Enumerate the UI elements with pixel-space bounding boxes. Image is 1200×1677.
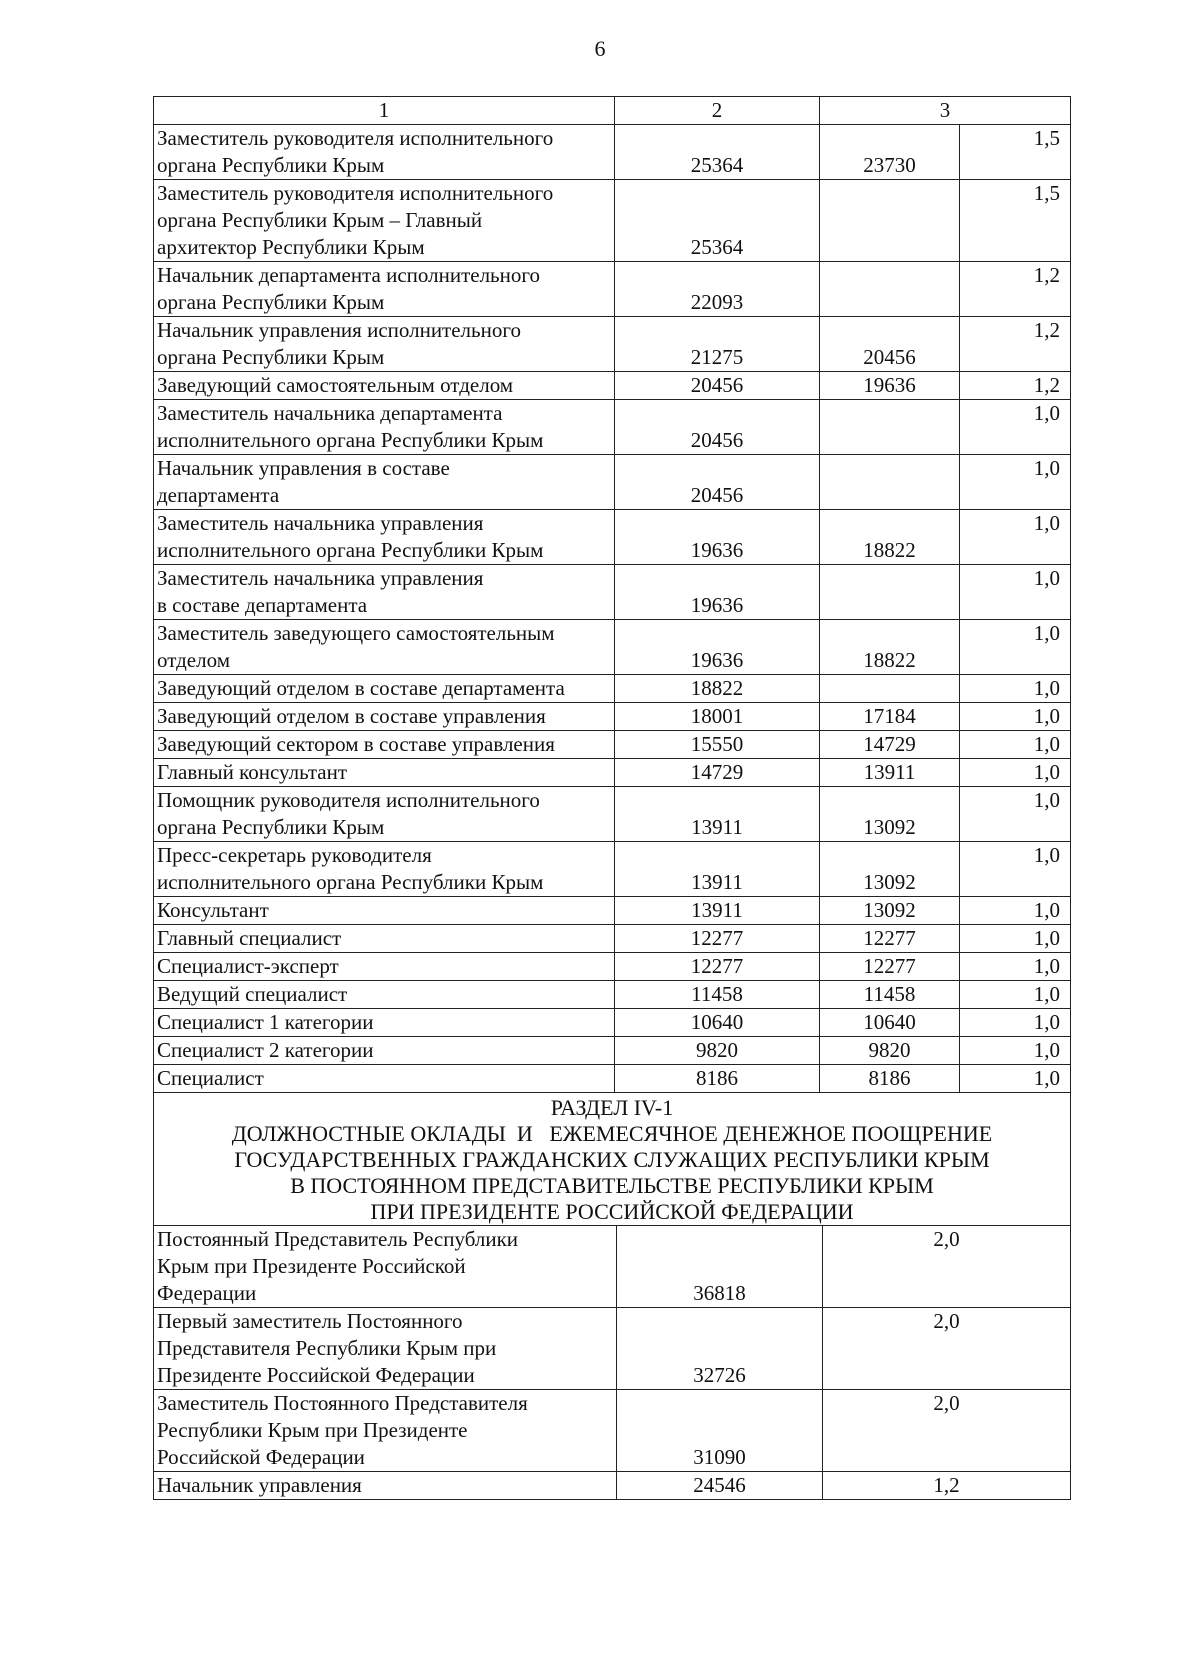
- salary-value: 18001: [615, 703, 820, 731]
- salary-value: 10640: [615, 1009, 820, 1037]
- bonus-value: 23730: [820, 125, 960, 180]
- position-name: Консультант: [154, 897, 615, 925]
- position-name: Заведующий отделом в составе управления: [154, 703, 615, 731]
- salary-value: 14729: [615, 759, 820, 787]
- table-row: [154, 842, 1071, 897]
- position-name: Заместитель руководителя исполнительного органа Республики Крым – Главный архитектор Республики Крым: [154, 180, 615, 262]
- section-line-2: ГОСУДАРСТВЕННЫХ ГРАЖДАНСКИХ СЛУЖАЩИХ РЕСПУБЛИКИ КРЫМ: [234, 1147, 990, 1172]
- position-name: Помощник руководителя исполнительного органа Республики Крым: [154, 787, 615, 842]
- position-name: Начальник управления исполнительного органа Республики Крым: [154, 317, 615, 372]
- table-row: [154, 1037, 1071, 1065]
- table-row: [154, 675, 1071, 703]
- table-row: [154, 620, 1071, 675]
- bonus-value: [820, 455, 960, 510]
- salary-value: 25364: [615, 125, 820, 180]
- salary-value: 25364: [615, 180, 820, 262]
- coefficient-value: 1,0: [960, 1009, 1071, 1037]
- table-row: [154, 787, 1071, 842]
- position-name: Ведущий специалист: [154, 981, 615, 1009]
- bonus-value: 10640: [820, 1009, 960, 1037]
- bonus-value: 14729: [820, 731, 960, 759]
- coefficient-value: 1,0: [960, 1065, 1071, 1093]
- bonus-value: 18822: [820, 510, 960, 565]
- salary-value: 20456: [615, 372, 820, 400]
- salary-value: 19636: [615, 565, 820, 620]
- coefficient-value: 2,0: [823, 1390, 1071, 1472]
- bonus-value: [820, 180, 960, 262]
- table-row: [154, 953, 1071, 981]
- position-name: Заведующий отделом в составе департамента: [154, 675, 615, 703]
- bonus-value: [820, 565, 960, 620]
- table-row: [154, 510, 1071, 565]
- salary-value: 8186: [615, 1065, 820, 1093]
- salary-value: 13911: [615, 842, 820, 897]
- coefficient-value: 1,0: [960, 400, 1071, 455]
- coefficient-value: 1,0: [960, 565, 1071, 620]
- table-row: [154, 125, 1071, 180]
- salary-value: 11458: [615, 981, 820, 1009]
- table-row: [154, 1472, 1071, 1500]
- header-col-3: 3: [820, 97, 1071, 125]
- bonus-value: 12277: [820, 953, 960, 981]
- bonus-value: 18822: [820, 620, 960, 675]
- page-number: 6: [594, 36, 606, 61]
- salary-value: 9820: [615, 1037, 820, 1065]
- position-name: Заместитель Постоянного Представителя Республики Крым при Президенте Российской Федерации: [154, 1390, 617, 1472]
- coefficient-value: 1,0: [960, 1037, 1071, 1065]
- position-name: Заведующий сектором в составе управления: [154, 731, 615, 759]
- salary-value: 20456: [615, 455, 820, 510]
- bonus-value: 12277: [820, 925, 960, 953]
- salary-value: 12277: [615, 925, 820, 953]
- table-header-row: [154, 97, 1071, 125]
- salary-value: 13911: [615, 787, 820, 842]
- bonus-value: 20456: [820, 317, 960, 372]
- position-name: Главный специалист: [154, 925, 615, 953]
- table-row: [154, 981, 1071, 1009]
- coefficient-value: 1,0: [960, 731, 1071, 759]
- table-row: [154, 731, 1071, 759]
- table-row: [154, 703, 1071, 731]
- coefficient-value: 1,2: [960, 317, 1071, 372]
- table-row: [154, 565, 1071, 620]
- position-name: Начальник управления в составе департамента: [154, 455, 615, 510]
- bonus-value: 9820: [820, 1037, 960, 1065]
- salary-value: 13911: [615, 897, 820, 925]
- position-name: Начальник департамента исполнительного органа Республики Крым: [154, 262, 615, 317]
- salary-value: 19636: [615, 510, 820, 565]
- section-line-4: ПРИ ПРЕЗИДЕНТЕ РОССИЙСКОЙ ФЕДЕРАЦИИ: [370, 1199, 854, 1224]
- position-name: Специалист 1 категории: [154, 1009, 615, 1037]
- position-name: Пресс-секретарь руководителя исполнительного органа Республики Крым: [154, 842, 615, 897]
- salary-value: 36818: [617, 1226, 823, 1308]
- coefficient-value: 1,0: [960, 759, 1071, 787]
- bonus-value: 13092: [820, 842, 960, 897]
- coefficient-value: 1,0: [960, 787, 1071, 842]
- section-header: [154, 1093, 1071, 1226]
- bonus-value: 8186: [820, 1065, 960, 1093]
- salary-value: 15550: [615, 731, 820, 759]
- table-row: [154, 925, 1071, 953]
- bonus-value: 13092: [820, 787, 960, 842]
- table-row: [154, 400, 1071, 455]
- table-row: [154, 1308, 1071, 1390]
- salary-table: [153, 96, 1071, 1226]
- bonus-value: 17184: [820, 703, 960, 731]
- section-title: РАЗДЕЛ IV-1: [550, 1095, 674, 1120]
- bonus-value: 19636: [820, 372, 960, 400]
- salary-value: 21275: [615, 317, 820, 372]
- position-name: Специалист-эксперт: [154, 953, 615, 981]
- table-row: [154, 317, 1071, 372]
- coefficient-value: 1,0: [960, 897, 1071, 925]
- coefficient-value: 1,0: [960, 953, 1071, 981]
- table-row: [154, 1226, 1071, 1308]
- position-name: Заместитель начальника управления исполнительного органа Республики Крым: [154, 510, 615, 565]
- salary-value: 32726: [617, 1308, 823, 1390]
- header-col-1: 1: [154, 97, 615, 125]
- position-name: Специалист: [154, 1065, 615, 1093]
- coefficient-value: 1,0: [960, 620, 1071, 675]
- salary-value: 19636: [615, 620, 820, 675]
- section-header-row: [154, 1093, 1071, 1226]
- section-line-1: ДОЛЖНОСТНЫЕ ОКЛАДЫ И ЕЖЕМЕСЯЧНОЕ ДЕНЕЖНОЕ ПООЩРЕНИЕ: [231, 1121, 993, 1146]
- table-row: [154, 1065, 1071, 1093]
- representation-salary-table: [153, 1225, 1071, 1500]
- coefficient-value: 2,0: [823, 1308, 1071, 1390]
- coefficient-value: 1,2: [823, 1472, 1071, 1500]
- salary-value: 20456: [615, 400, 820, 455]
- table-row: [154, 1009, 1071, 1037]
- header-col-2: 2: [615, 97, 820, 125]
- bonus-value: [820, 400, 960, 455]
- position-name: Заместитель начальника управления в составе департамента: [154, 565, 615, 620]
- coefficient-value: 1,0: [960, 675, 1071, 703]
- position-name: Заместитель начальника департамента исполнительного органа Республики Крым: [154, 400, 615, 455]
- position-name: Заместитель заведующего самостоятельным отделом: [154, 620, 615, 675]
- table-row: [154, 1390, 1071, 1472]
- bonus-value: 13092: [820, 897, 960, 925]
- bonus-value: 11458: [820, 981, 960, 1009]
- coefficient-value: 1,0: [960, 925, 1071, 953]
- salary-value: 22093: [615, 262, 820, 317]
- coefficient-value: 1,0: [960, 981, 1071, 1009]
- position-name: Специалист 2 категории: [154, 1037, 615, 1065]
- bonus-value: 13911: [820, 759, 960, 787]
- position-name: Первый заместитель Постоянного Представителя Республики Крым при Президенте Российской Федерации: [154, 1308, 617, 1390]
- salary-value: 31090: [617, 1390, 823, 1472]
- salary-value: 12277: [615, 953, 820, 981]
- coefficient-value: 1,2: [960, 372, 1071, 400]
- table-row: [154, 372, 1071, 400]
- coefficient-value: 1,5: [960, 125, 1071, 180]
- coefficient-value: 1,2: [960, 262, 1071, 317]
- position-name: Заместитель руководителя исполнительного органа Республики Крым: [154, 125, 615, 180]
- table-row: [154, 897, 1071, 925]
- coefficient-value: 1,5: [960, 180, 1071, 262]
- coefficient-value: 1,0: [960, 455, 1071, 510]
- table-row: [154, 759, 1071, 787]
- salary-value: 18822: [615, 675, 820, 703]
- section-line-3: В ПОСТОЯННОМ ПРЕДСТАВИТЕЛЬСТВЕ РЕСПУБЛИКИ КРЫМ: [290, 1173, 934, 1198]
- bonus-value: [820, 675, 960, 703]
- position-name: Заведующий самостоятельным отделом: [154, 372, 615, 400]
- coefficient-value: 1,0: [960, 842, 1071, 897]
- position-name: Главный консультант: [154, 759, 615, 787]
- table-row: [154, 455, 1071, 510]
- salary-value: 24546: [617, 1472, 823, 1500]
- coefficient-value: 2,0: [823, 1226, 1071, 1308]
- position-name: Начальник управления: [154, 1472, 617, 1500]
- coefficient-value: 1,0: [960, 703, 1071, 731]
- coefficient-value: 1,0: [960, 510, 1071, 565]
- bonus-value: [820, 262, 960, 317]
- table-row: [154, 262, 1071, 317]
- position-name: Постоянный Представитель Республики Крым при Президенте Российской Федерации: [154, 1226, 617, 1308]
- table-row: [154, 180, 1071, 262]
